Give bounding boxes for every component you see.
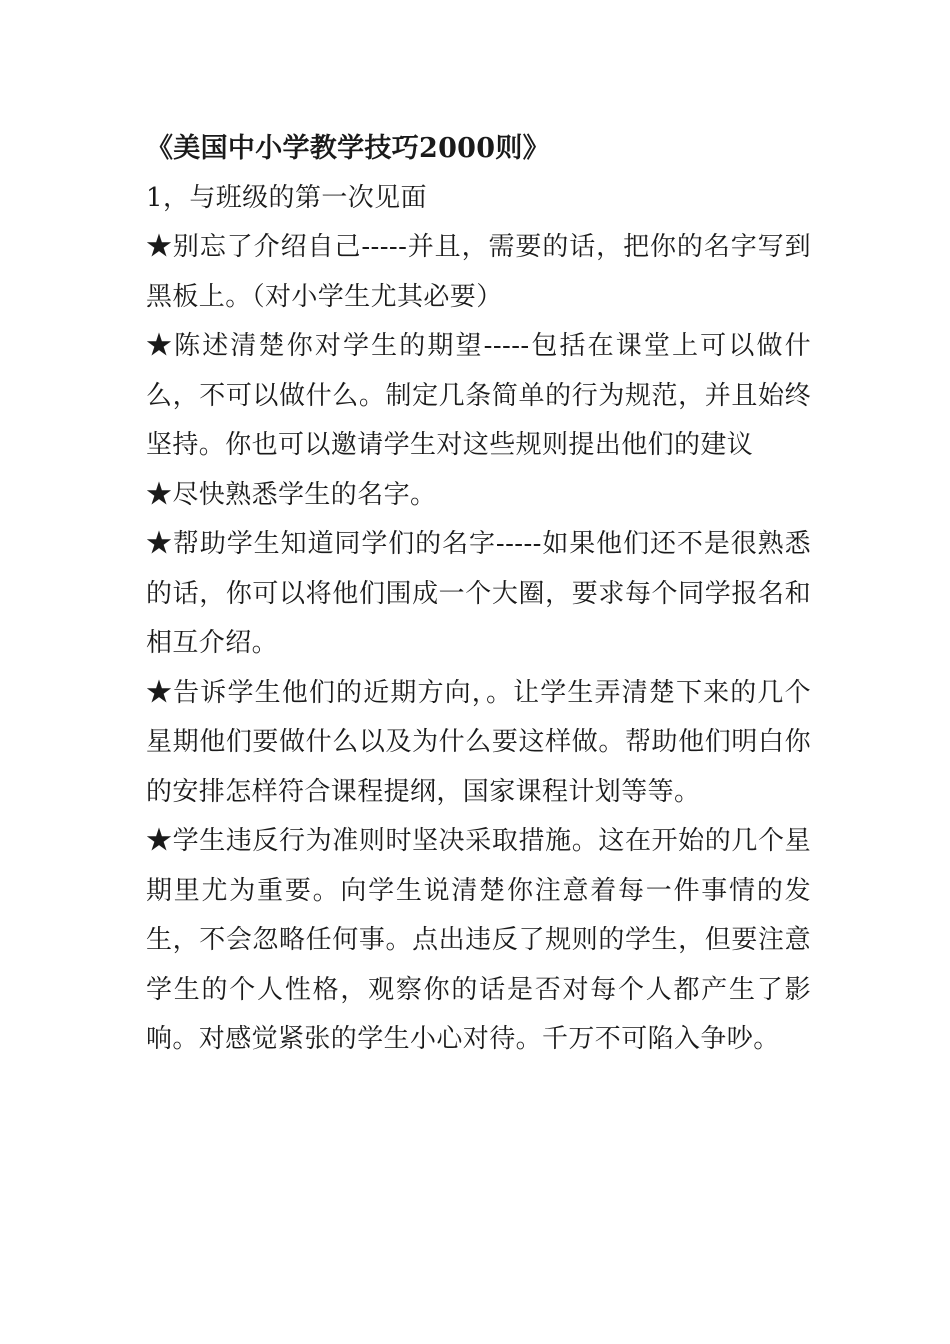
document-body (146, 124, 811, 1065)
paragraph-learn-names: ★尽快熟悉学生的名字。 (146, 479, 437, 510)
paragraph-state-expectations: ★陈述清楚你对学生的期望-----包括在课堂上可以做什么，不可以做什么。制定几条简单的行为规范，并且始终坚持。你也可以邀请学生对这些规则提出他们的建议 (146, 331, 811, 460)
section-heading: 1，与班级的第一次见面 (146, 182, 427, 213)
paragraph-recent-direction: ★告诉学生他们的近期方向，。让学生弄清楚下来的几个星期他们要做什么以及为什么要这样做。帮助他们明白你的安排怎样符合课程提纲，国家课程计划等等。 (146, 677, 811, 807)
paragraph-introduce-yourself: ★别忘了介绍自己-----并且，需要的话，把你的名字写到黑板上。（对小学生尤其必要） (146, 232, 811, 312)
paragraph-classmates-names: ★帮助学生知道同学们的名字-----如果他们还不是很熟悉的话，你可以将他们围成一个大圈，要求每个同学报名和相互介绍。 (146, 529, 811, 658)
document-title: 《美国中小学教学技巧2000则》 (146, 133, 550, 164)
paragraph-enforce-rules: ★学生违反行为准则时坚决采取措施。这在开始的几个星期里尤为重要。向学生说清楚你注意着每一件事情的发生，不会忽略任何事。点出违反了规则的学生，但要注意学生的个人性格，观察你的话是否对每个人都产生了影响。对感觉紧张的学生小心对待。千万不可陷入争吵。 (146, 826, 811, 1054)
